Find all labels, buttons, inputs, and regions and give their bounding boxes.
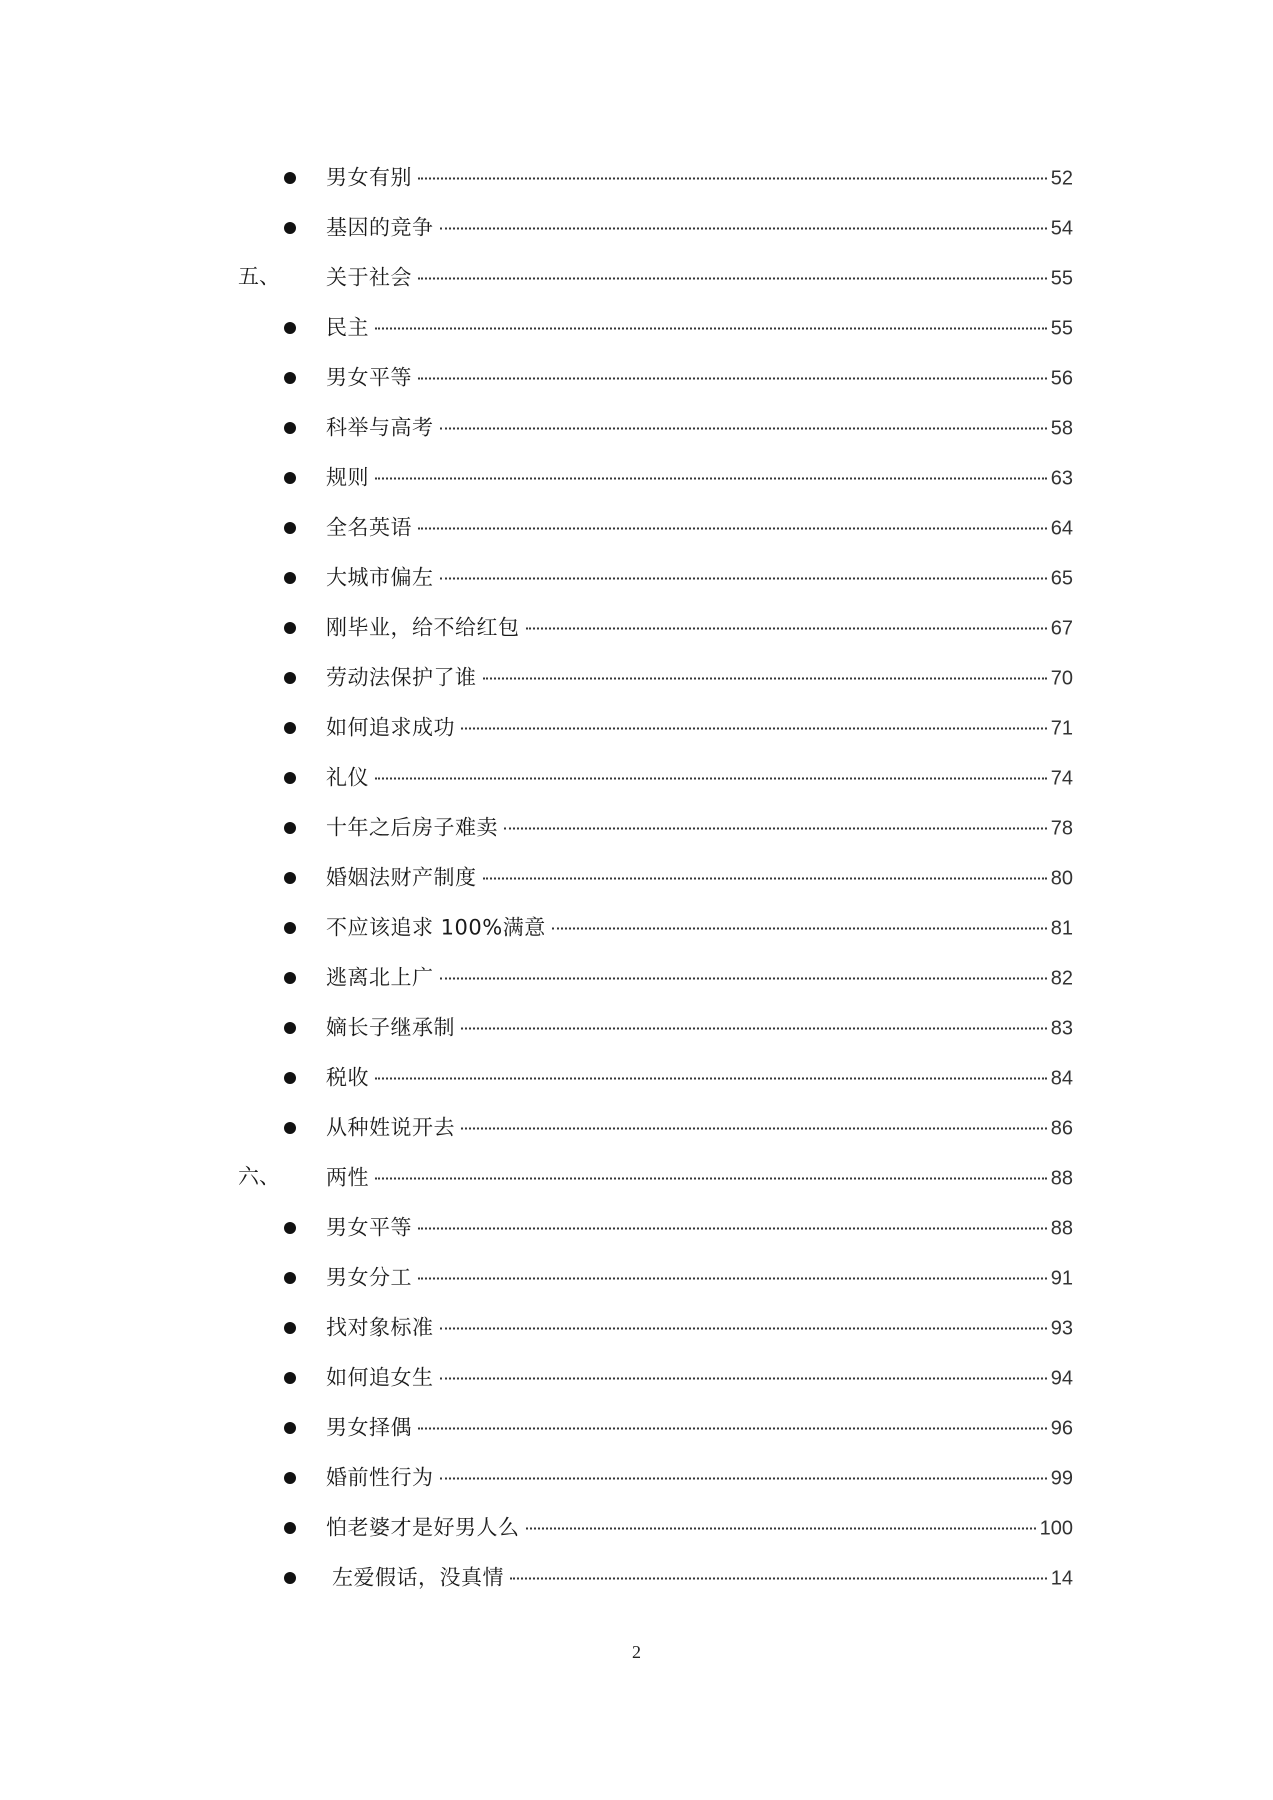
dot-leader bbox=[440, 978, 1047, 980]
bullet-icon bbox=[284, 1022, 296, 1034]
toc-entry-page: 82 bbox=[1050, 967, 1073, 990]
toc-entry[interactable] bbox=[0, 558, 1273, 598]
bullet-icon bbox=[284, 322, 296, 334]
bullet-icon bbox=[284, 1472, 296, 1484]
bullet-icon bbox=[284, 1272, 296, 1284]
toc-section-entry[interactable] bbox=[0, 1158, 1273, 1198]
dot-leader bbox=[510, 1578, 1047, 1580]
toc-entry-title: 婚姻法财产制度 bbox=[326, 865, 477, 890]
toc-entry-page: 88 bbox=[1050, 1167, 1073, 1190]
toc-entry-page: 14 bbox=[1050, 1567, 1073, 1590]
dot-leader bbox=[418, 1278, 1047, 1280]
toc-entry-title: 男女平等 bbox=[326, 1215, 412, 1240]
dot-leader bbox=[418, 1428, 1047, 1430]
toc-entry-title: 怕老婆才是好男人么 bbox=[326, 1515, 520, 1540]
dot-leader bbox=[483, 878, 1047, 880]
toc-entry-title: 如何追求成功 bbox=[326, 715, 455, 740]
bullet-icon bbox=[284, 822, 296, 834]
toc-entry-page: 80 bbox=[1050, 867, 1073, 890]
toc-entry[interactable] bbox=[0, 358, 1273, 398]
toc-entry-page: 88 bbox=[1050, 1217, 1073, 1240]
toc-entry[interactable] bbox=[0, 208, 1273, 248]
toc-entry-page: 93 bbox=[1050, 1317, 1073, 1340]
toc-entry-page: 81 bbox=[1050, 917, 1073, 940]
dot-leader bbox=[461, 1128, 1047, 1130]
toc-entry-page: 100 bbox=[1039, 1517, 1073, 1540]
toc-section-title: 关于社会 bbox=[326, 265, 412, 290]
dot-leader bbox=[418, 378, 1047, 380]
toc-entry[interactable] bbox=[0, 458, 1273, 498]
bullet-icon bbox=[284, 572, 296, 584]
toc-entry-page: 96 bbox=[1050, 1417, 1073, 1440]
toc-entry-page: 91 bbox=[1050, 1267, 1073, 1290]
toc-entry[interactable] bbox=[0, 658, 1273, 698]
toc-entry-page: 54 bbox=[1050, 217, 1073, 240]
dot-leader bbox=[461, 728, 1047, 730]
dot-leader bbox=[418, 528, 1047, 530]
toc-entry-page: 86 bbox=[1050, 1117, 1073, 1140]
bullet-icon bbox=[284, 1372, 296, 1384]
toc-entry[interactable] bbox=[0, 1508, 1273, 1548]
toc-entry-title: 民主 bbox=[326, 315, 369, 340]
toc-entry[interactable] bbox=[0, 1408, 1273, 1448]
toc-section-entry[interactable] bbox=[0, 258, 1273, 298]
toc-entry-title: 嫡长子继承制 bbox=[326, 1015, 455, 1040]
toc-entry-title: 全名英语 bbox=[326, 515, 412, 540]
bullet-icon bbox=[284, 372, 296, 384]
toc-section-title: 两性 bbox=[326, 1165, 369, 1190]
dot-leader bbox=[375, 778, 1047, 780]
toc-entry[interactable] bbox=[0, 1008, 1273, 1048]
toc-entry-title: 找对象标准 bbox=[326, 1315, 434, 1340]
toc-entry-title: 从种姓说开去 bbox=[326, 1115, 455, 1140]
bullet-icon bbox=[284, 972, 296, 984]
toc-entry[interactable] bbox=[0, 1208, 1273, 1248]
bullet-icon bbox=[284, 872, 296, 884]
toc-entry-title: 左爱假话，没真情 bbox=[332, 1565, 504, 1590]
bullet-icon bbox=[284, 522, 296, 534]
dot-leader bbox=[418, 1228, 1047, 1230]
bullet-icon bbox=[284, 672, 296, 684]
dot-leader bbox=[375, 328, 1047, 330]
bullet-icon bbox=[284, 772, 296, 784]
toc-entry[interactable] bbox=[0, 508, 1273, 548]
toc-entry[interactable] bbox=[0, 958, 1273, 998]
toc-entry-page: 71 bbox=[1050, 717, 1073, 740]
toc-entry[interactable] bbox=[0, 158, 1273, 198]
bullet-icon bbox=[284, 172, 296, 184]
dot-leader bbox=[375, 478, 1047, 480]
toc-entry[interactable] bbox=[0, 1308, 1273, 1348]
toc-entry-page: 83 bbox=[1050, 1017, 1073, 1040]
toc-entry-title: 男女平等 bbox=[326, 365, 412, 390]
dot-leader bbox=[440, 1378, 1047, 1380]
toc-entry-title: 婚前性行为 bbox=[326, 1465, 434, 1490]
bullet-icon bbox=[284, 1322, 296, 1334]
dot-leader bbox=[504, 828, 1047, 830]
toc-entry-page: 74 bbox=[1050, 767, 1073, 790]
toc-entry-page: 70 bbox=[1050, 667, 1073, 690]
bullet-icon bbox=[284, 472, 296, 484]
toc-entry[interactable] bbox=[0, 1458, 1273, 1498]
bullet-icon bbox=[284, 1522, 296, 1534]
toc-entry-page: 52 bbox=[1050, 167, 1073, 190]
toc-entry[interactable] bbox=[0, 1058, 1273, 1098]
section-number: 六、 bbox=[238, 1164, 280, 1189]
toc-entry-title: 男女有别 bbox=[326, 165, 412, 190]
bullet-icon bbox=[284, 1222, 296, 1234]
toc-entry-page: 64 bbox=[1050, 517, 1073, 540]
toc-entry-title: 税收 bbox=[326, 1065, 369, 1090]
toc-entry-page: 67 bbox=[1050, 617, 1073, 640]
toc-entry[interactable] bbox=[0, 908, 1273, 948]
bullet-icon bbox=[284, 722, 296, 734]
toc-entry[interactable] bbox=[0, 1258, 1273, 1298]
toc-entry-title: 规则 bbox=[326, 465, 369, 490]
dot-leader bbox=[375, 1078, 1047, 1080]
bullet-icon bbox=[284, 1072, 296, 1084]
toc-entry-title: 十年之后房子难卖 bbox=[326, 815, 498, 840]
toc-entry-page: 56 bbox=[1050, 367, 1073, 390]
dot-leader bbox=[440, 1478, 1047, 1480]
bullet-icon bbox=[284, 1572, 296, 1584]
toc-entry-title: 科举与高考 bbox=[326, 415, 434, 440]
toc-entry-title: 大城市偏左 bbox=[326, 565, 434, 590]
toc-entry[interactable] bbox=[0, 1108, 1273, 1148]
toc-entry-page: 55 bbox=[1050, 317, 1073, 340]
dot-leader bbox=[375, 1178, 1047, 1180]
dot-leader bbox=[440, 428, 1047, 430]
bullet-icon bbox=[284, 222, 296, 234]
toc-entry-title: 男女分工 bbox=[326, 1265, 412, 1290]
toc-entry-page: 58 bbox=[1050, 417, 1073, 440]
dot-leader bbox=[552, 928, 1047, 930]
toc-entry[interactable] bbox=[0, 308, 1273, 348]
dot-leader bbox=[461, 1028, 1047, 1030]
section-number: 五、 bbox=[238, 264, 280, 289]
toc-entry[interactable] bbox=[0, 608, 1273, 648]
bullet-icon bbox=[284, 422, 296, 434]
toc-entry-title: 礼仪 bbox=[326, 765, 369, 790]
toc-entry[interactable] bbox=[0, 1358, 1273, 1398]
toc-entry-title: 劳动法保护了谁 bbox=[326, 665, 477, 690]
toc-entry-page: 94 bbox=[1050, 1367, 1073, 1390]
toc-entry-page: 65 bbox=[1050, 567, 1073, 590]
dot-leader bbox=[418, 178, 1047, 180]
toc-entry[interactable] bbox=[0, 858, 1273, 898]
toc-entry-title: 不应该追求 100%满意 bbox=[326, 915, 546, 940]
toc-entry-page: 55 bbox=[1050, 267, 1073, 290]
toc-entry-title: 基因的竞争 bbox=[326, 215, 434, 240]
toc-entry-title: 如何追女生 bbox=[326, 1365, 434, 1390]
toc-entry-title: 逃离北上广 bbox=[326, 965, 434, 990]
page-number: 2 bbox=[632, 1642, 641, 1662]
bullet-icon bbox=[284, 622, 296, 634]
dot-leader bbox=[526, 628, 1047, 630]
dot-leader bbox=[440, 1328, 1047, 1330]
toc-entry-page: 63 bbox=[1050, 467, 1073, 490]
toc-entry-title: 刚毕业，给不给红包 bbox=[326, 615, 520, 640]
toc-entry-page: 78 bbox=[1050, 817, 1073, 840]
bullet-icon bbox=[284, 922, 296, 934]
dot-leader bbox=[418, 278, 1047, 280]
dot-leader bbox=[483, 678, 1047, 680]
toc-entry[interactable] bbox=[0, 1558, 1273, 1598]
bullet-icon bbox=[284, 1422, 296, 1434]
toc-entry-title: 男女择偶 bbox=[326, 1415, 412, 1440]
toc-entry-page: 84 bbox=[1050, 1067, 1073, 1090]
bullet-icon bbox=[284, 1122, 296, 1134]
toc-entry-page: 99 bbox=[1050, 1467, 1073, 1490]
toc-entry[interactable] bbox=[0, 708, 1273, 748]
dot-leader bbox=[440, 578, 1047, 580]
toc-entry[interactable] bbox=[0, 758, 1273, 798]
toc-entry[interactable] bbox=[0, 408, 1273, 448]
toc-entry[interactable] bbox=[0, 808, 1273, 848]
dot-leader bbox=[526, 1528, 1036, 1530]
dot-leader bbox=[440, 228, 1047, 230]
